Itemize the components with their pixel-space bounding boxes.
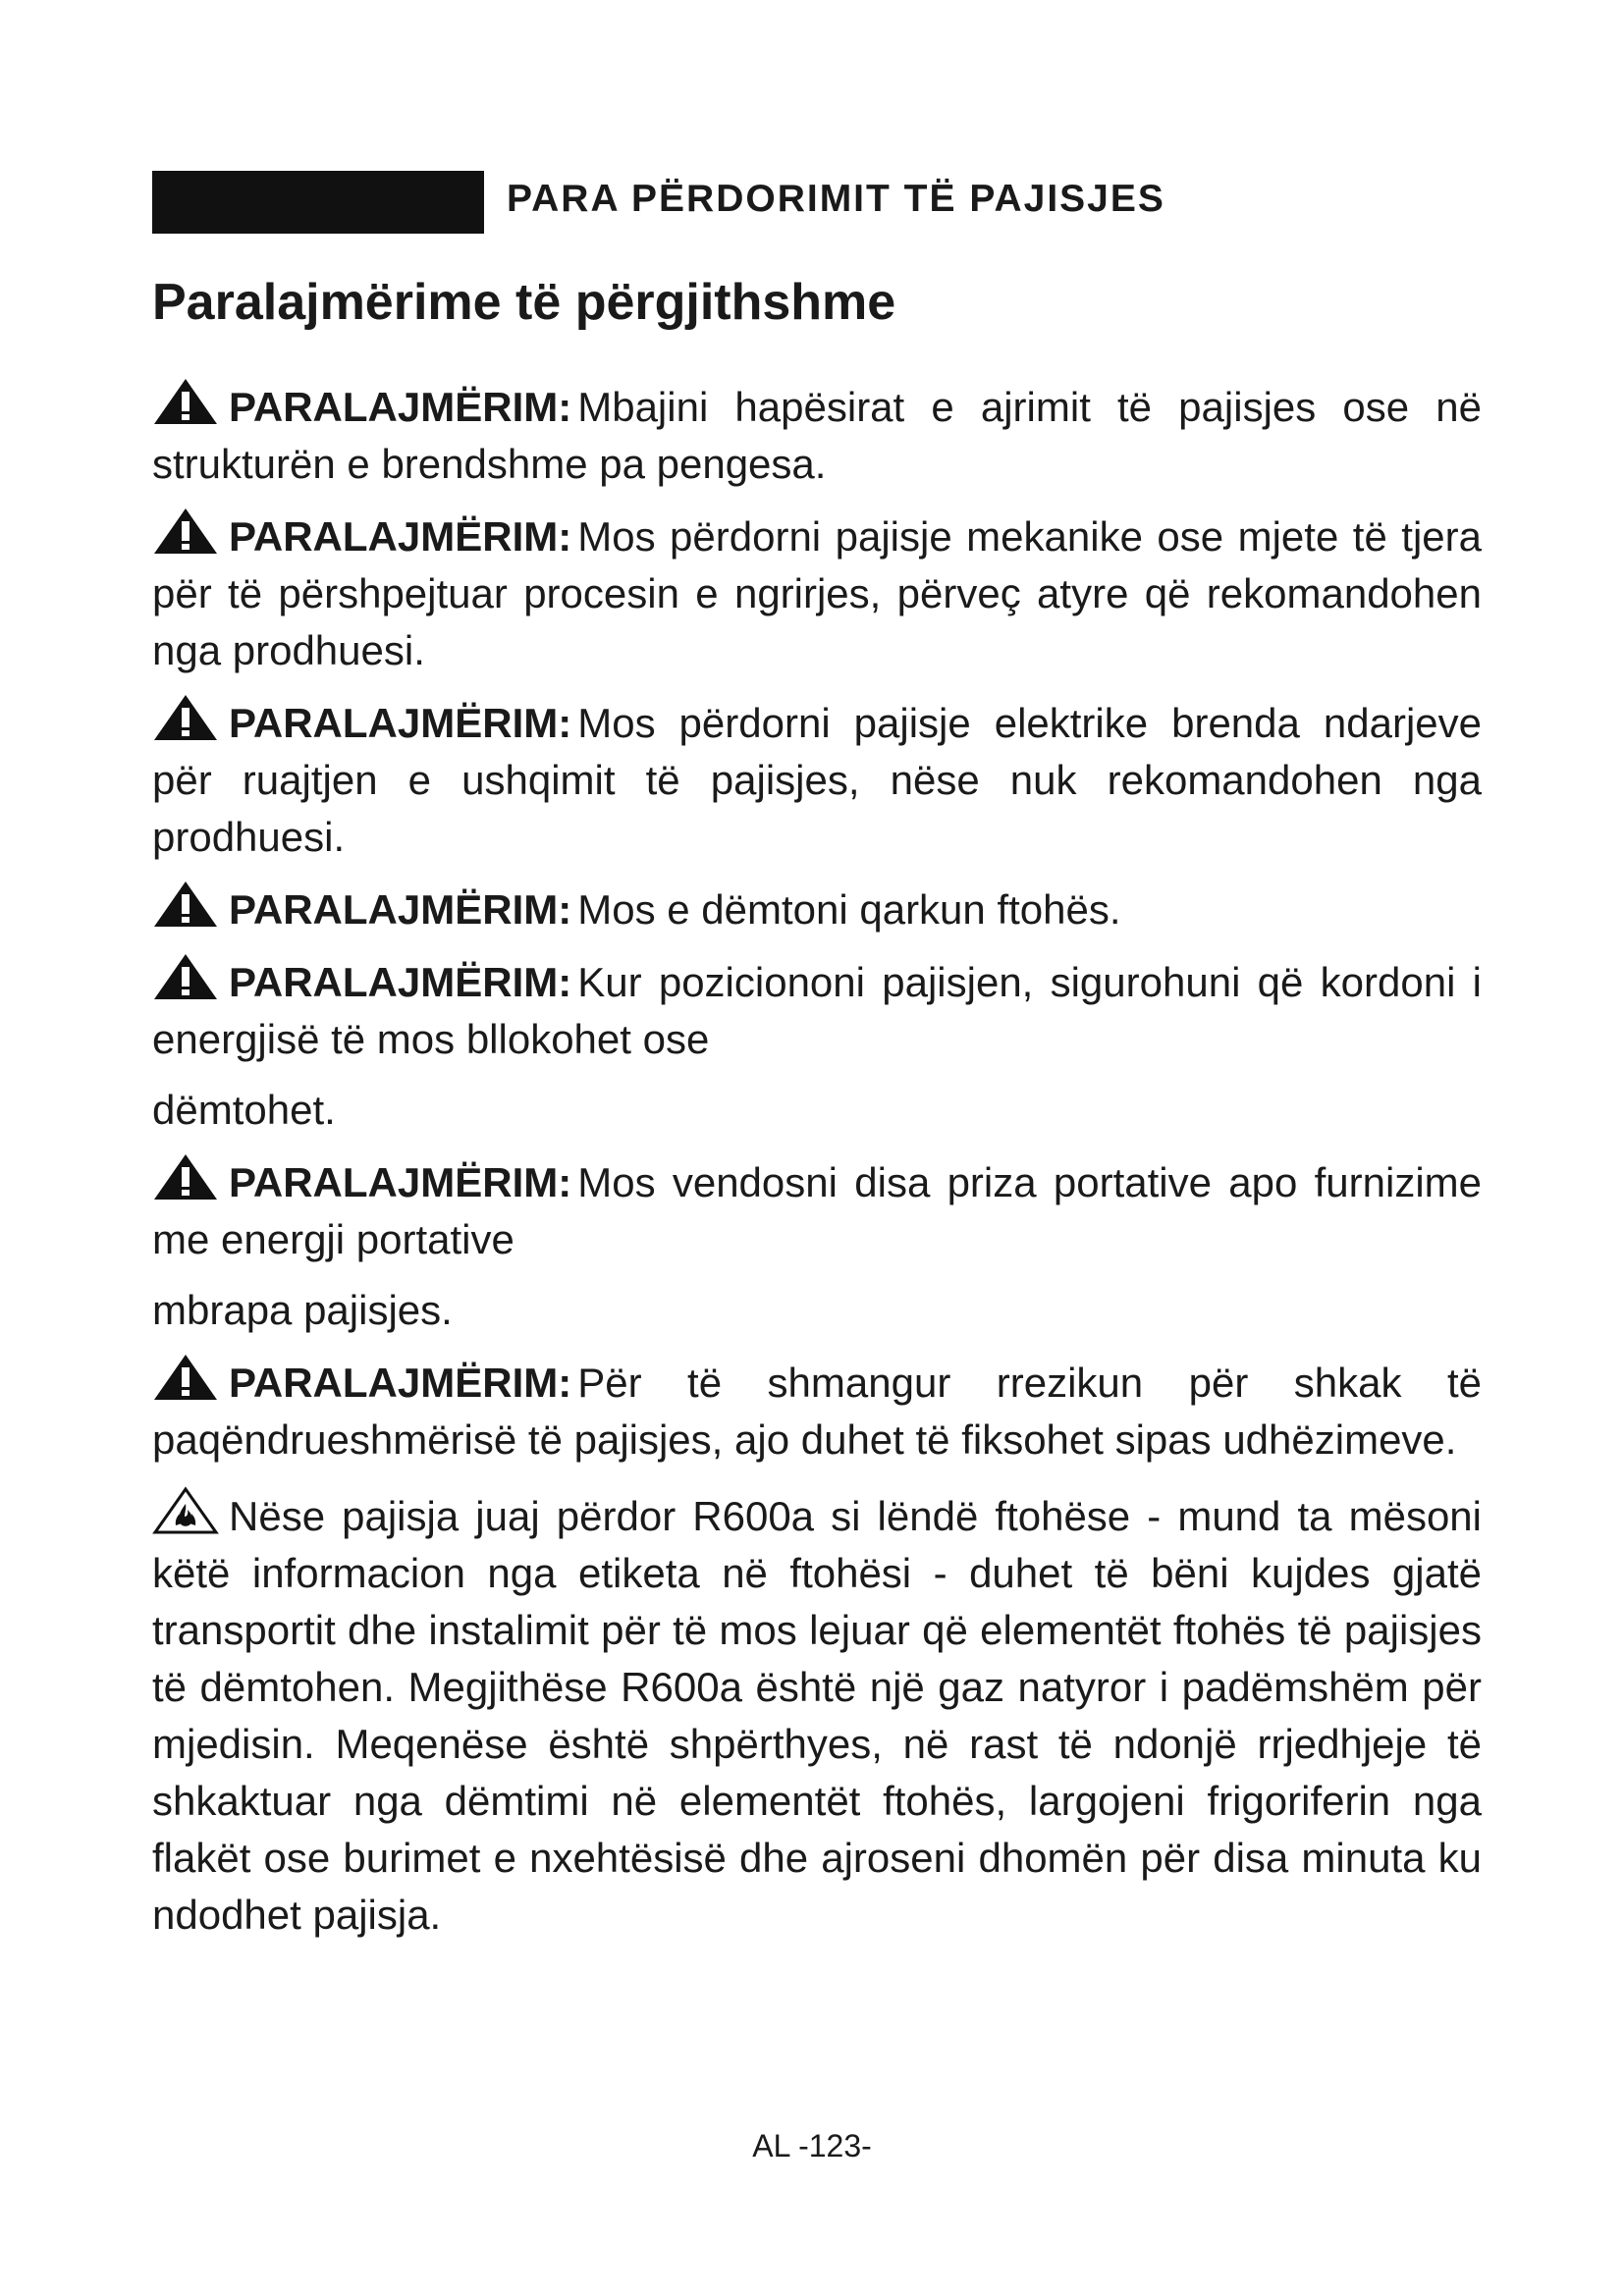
warning-label: PARALAJMËRIM: <box>229 959 572 1005</box>
warning-item <box>152 507 1482 679</box>
warning-label: PARALAJMËRIM: <box>229 1360 572 1406</box>
warning-triangle-icon <box>152 952 219 1001</box>
warnings-content <box>152 377 1482 1944</box>
flammable-refrigerant-note <box>152 1486 1482 1944</box>
warning-triangle-icon <box>152 880 219 929</box>
page-header-title: PARA PËRDORIMIT TË PAJISJES <box>507 178 1165 220</box>
warning-triangle-icon <box>152 1152 219 1201</box>
warning-text: Për të shmangur rrezikun për shkak të paqëndrueshmërisë të pajisjes, ajo duhet të fiksohet sipas udhëzimeve. <box>152 1360 1482 1463</box>
warning-triangle-icon <box>152 507 219 556</box>
warning-text: Mos përdorni pajisje elektrike brenda ndarjeve për ruajtjen e ushqimit të pajisjes, nëse nuk rekomandohen nga prodhuesi. <box>152 700 1482 860</box>
warning-label: PARALAJMËRIM: <box>229 384 572 430</box>
warning-item <box>152 377 1482 493</box>
warning-label: PARALAJMËRIM: <box>229 886 572 933</box>
warning-item <box>152 880 1482 938</box>
warning-text: Mos përdorni pajisje mekanike ose mjete të tjera për të përshpejtuar procesin e ngrirjes, përveç atyre që rekomandohen nga prodhuesi. <box>152 513 1482 673</box>
warning-item <box>152 952 1482 1139</box>
warning-text: Mos e dëmtoni qarkun ftohës. <box>577 886 1121 933</box>
warning-label: PARALAJMËRIM: <box>229 700 572 746</box>
warning-label: PARALAJMËRIM: <box>229 1159 572 1205</box>
warning-text: Mos vendosni disa priza portative apo furnizime me energji portative <box>152 1159 1482 1262</box>
warning-text: Kur poziciononi pajisjen, sigurohuni që kordoni i energjisë të mos bllokohet ose <box>152 959 1482 1062</box>
warning-text-continuation: mbrapa pajisjes. <box>152 1287 453 1333</box>
warning-text-continuation: dëmtohet. <box>152 1087 336 1133</box>
warning-item <box>152 1152 1482 1339</box>
section-title: Paralajmërime të përgjithshme <box>152 274 896 331</box>
page-number: AL -123- <box>752 2128 872 2163</box>
flammable-note-text: Nëse pajisja juaj përdor R600a si lëndë ftohëse - mund ta mësoni këtë informacion nga etiketa në ftohësi - duhet të bëni kujdes gjatë transportit dhe instalimit për të mos lejuar që elementët ftohës të pajisjes të dëmtohen. Megjithëse R600a është një gaz natyror i padëmshëm për mjedisin. Meqenëse është shpërthyes, në rast të ndonjë rrjedhjeje të shkaktuar nga dëmtimi në elementët ftohës, largojeni frigoriferin nga flakët ose burimet e nxehtësisë dhe ajroseni dhomën për disa minuta ku ndodhet pajisja. <box>152 1493 1482 1938</box>
flammable-warning-icon <box>152 1486 219 1535</box>
header-black-bar <box>152 171 484 234</box>
warning-triangle-icon <box>152 377 219 426</box>
warning-item <box>152 693 1482 866</box>
warning-triangle-icon <box>152 693 219 742</box>
warning-triangle-icon <box>152 1353 219 1402</box>
warning-text: Mbajini hapësirat e ajrimit të pajisjes ose në strukturën e brendshme pa pengesa. <box>152 384 1482 487</box>
warning-item <box>152 1353 1482 1468</box>
warning-label: PARALAJMËRIM: <box>229 513 572 560</box>
